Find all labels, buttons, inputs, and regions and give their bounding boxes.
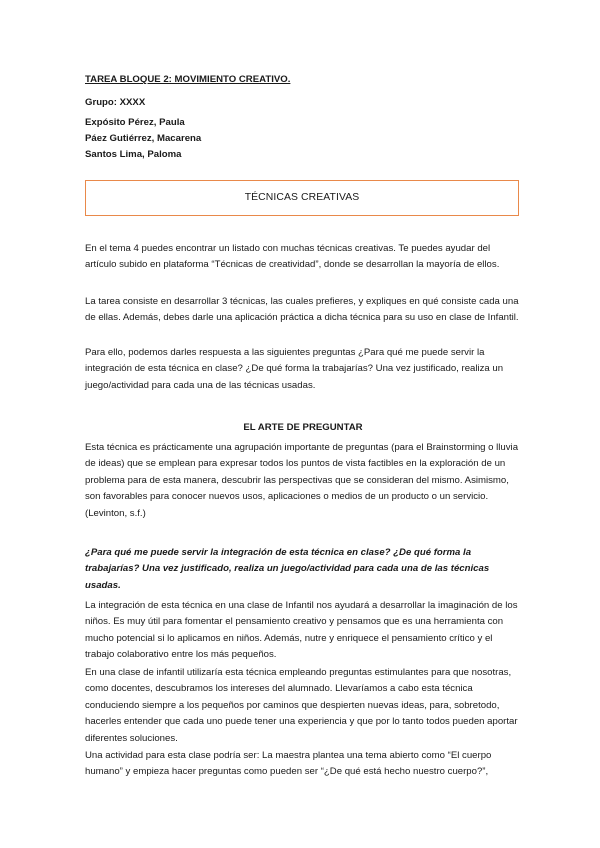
intro-paragraph-1: [85, 241, 521, 274]
intro-paragraph-3: [85, 345, 521, 394]
group-label: Grupo: XXXX: [85, 97, 146, 108]
section-title: TÉCNICAS CREATIVAS: [244, 191, 360, 203]
task-title: TAREA BLOQUE 2: MOVIMIENTO CREATIVO.: [85, 74, 291, 85]
paragraph-text: Una actividad para esta clase podría ser: La maestra plantea una tema abierto como “El cuerpo humano” y empieza hacer preguntas como pueden ser “¿De qué está hecho nuestro cuerpo?”,: [85, 750, 492, 778]
section-title-box: [85, 180, 519, 216]
paragraph-text: En una clase de infantil utilizaría esta técnica empleando preguntas estimulantes para que nosotras, como docentes, descubramos los intereses del alumnado. Llevaríamos a cabo esta técnica conduciendo siempre a los pequeños por caminos que despierten nuevas ideas, para, sobretodo, hacerles entender que cada uno puede tener una experiencia y que por lo tanto todos pueden aportar diferentes soluciones.: [85, 667, 518, 744]
author-name: Santos Lima, Paloma: [85, 149, 182, 160]
intro-paragraph-2: [85, 294, 521, 327]
author-name: Expósito Pérez, Paula: [85, 117, 185, 128]
paragraph-text: La integración de esta técnica en una clase de Infantil nos ayudará a desarrollar la imaginación de los niños. Es muy útil para fomentar el pensamiento creativo y pensamos que es una herramienta con mucho potencial si lo aplicamos en niños. Además, nutre y enriquece el pensamiento crítico y el trabajo colaborativo entre los más pequeños.: [85, 600, 518, 661]
paragraph-text: Para ello, podemos darles respuesta a las siguientes preguntas ¿Para qué me puede servir la integración de esta técnica en clase? ¿De qué forma la trabajarías? Una vez justificado, realiza un juego/actividad para cada una de las técnicas usadas.: [85, 347, 504, 391]
authors-list: [85, 115, 201, 163]
paragraph-text: ¿Para qué me puede servir la integración de esta técnica en clase? ¿De qué forma la trabajarías? Una vez justificado, realiza un juego/actividad para cada una de las técnicas usadas.: [85, 547, 490, 591]
section-paragraph-3: [85, 665, 521, 747]
section-paragraph-4: [85, 748, 521, 781]
section-paragraph-1: [85, 440, 521, 522]
section-heading: EL ARTE DE PREGUNTAR: [243, 422, 363, 433]
paragraph-text: La tarea consiste en desarrollar 3 técnicas, las cuales prefieres, y expliques en qué consiste cada una de ellas. Además, debes darle una aplicación práctica a dicha técnica para su uso en clase de Infantil.: [85, 296, 519, 324]
section-paragraph-2: [85, 598, 521, 664]
question-paragraph: [85, 545, 521, 594]
author-name: Páez Gutiérrez, Macarena: [85, 133, 202, 144]
paragraph-text: En el tema 4 puedes encontrar un listado con muchas técnicas creativas. Te puedes ayudar del artículo subido en plataforma “Técnicas de creatividad”, donde se desarrollan la mayoría de ellos.: [85, 243, 500, 271]
paragraph-text: Esta técnica es prácticamente una agrupación importante de preguntas (para el Brainstorming o lluvia de ideas) que se emplean para expresar todos los puntos de vista factibles en la exploración de un problema para de esta manera, descubrir las perspectivas que se consideran del mismo. Asimismo, son favorables para conocer nuevos usos, aplicaciones o medios de un producto o un servicio. (Levinton, s.f.): [85, 442, 519, 519]
